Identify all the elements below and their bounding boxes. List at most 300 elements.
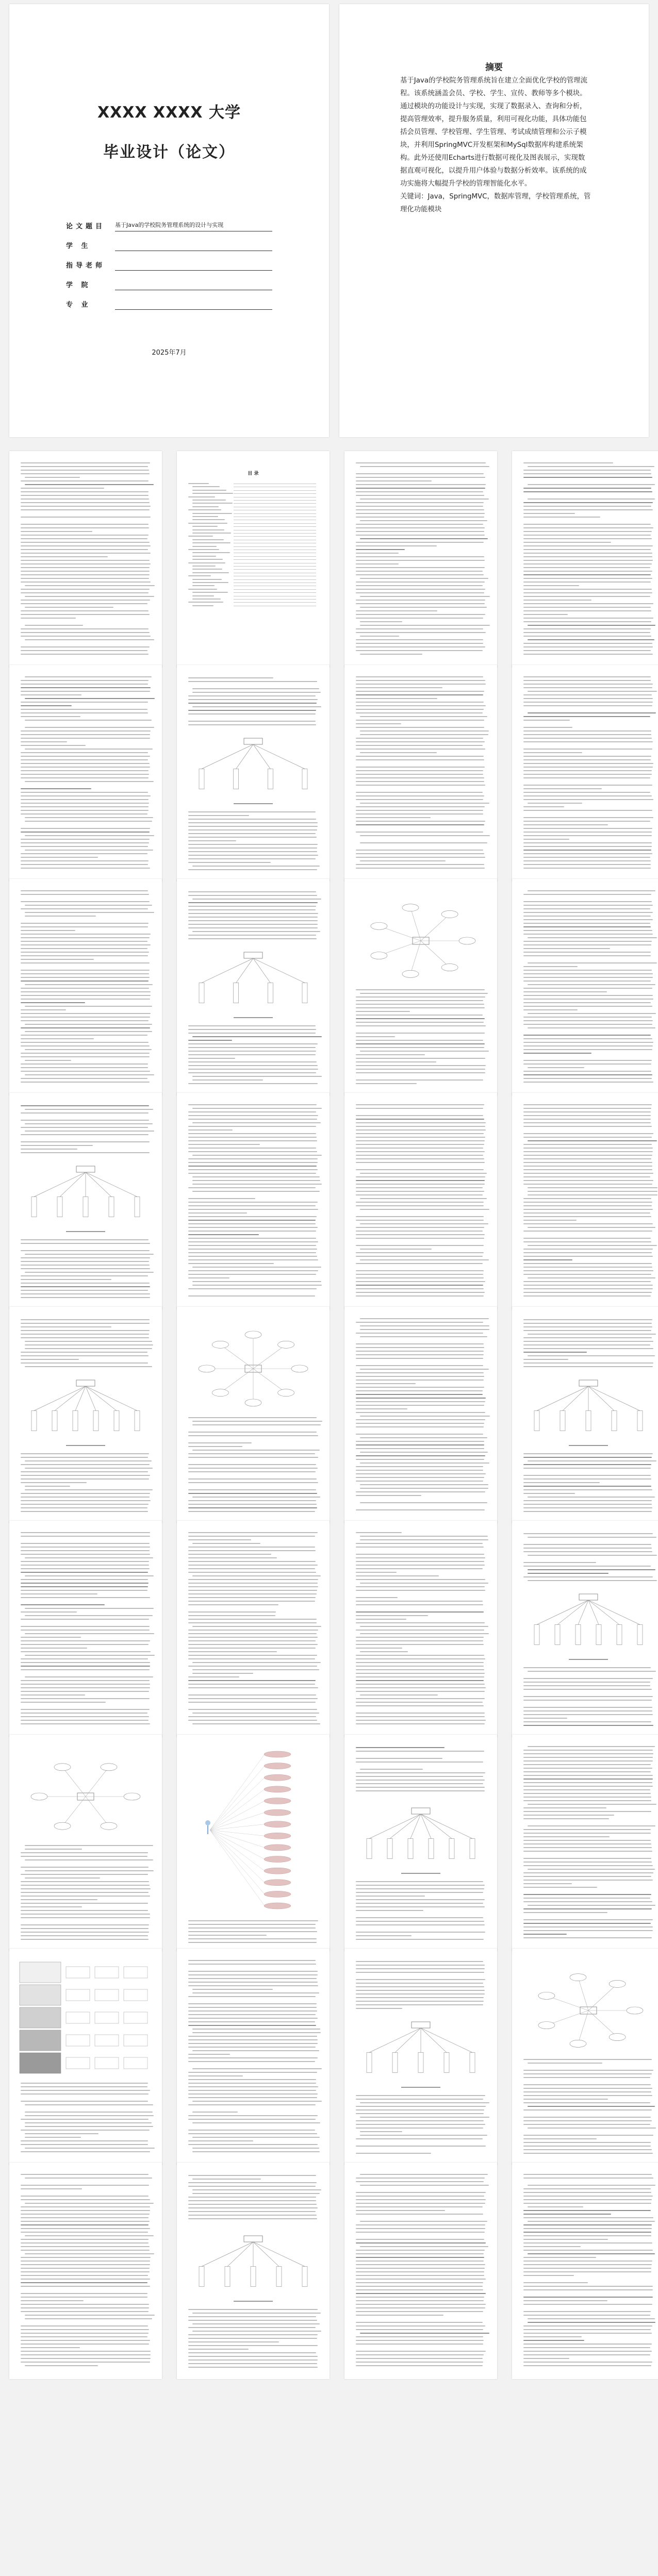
- diagram-edge: [578, 1600, 588, 1625]
- text-line: [528, 803, 582, 804]
- text-line: [356, 1245, 484, 1246]
- diagram-edge: [253, 958, 305, 983]
- text-line: [25, 1633, 154, 1634]
- text-line: [523, 1274, 651, 1275]
- text-line: [21, 2325, 148, 2326]
- text-line: [523, 2358, 569, 2359]
- text-line: [188, 851, 317, 852]
- text-line: [523, 716, 650, 717]
- text-line: [356, 1586, 485, 1587]
- text-line: [21, 2333, 149, 2334]
- text-line: [21, 1497, 150, 1498]
- text-line: [360, 1051, 489, 1052]
- text-line: [360, 842, 487, 843]
- text-line: [523, 792, 650, 793]
- text-line: [360, 1769, 423, 1770]
- text-line: [523, 912, 653, 913]
- text-line: [523, 2365, 651, 2366]
- text-line: [192, 2068, 322, 2069]
- text-line: [188, 1536, 315, 1537]
- text-line: [356, 2365, 483, 2366]
- text-line: [356, 2268, 485, 2269]
- text-line: [356, 1772, 485, 1773]
- architecture-layer: [20, 2030, 61, 2051]
- text-line: [21, 2282, 147, 2283]
- text-line: [21, 1687, 150, 1688]
- text-line: [21, 1611, 77, 1613]
- text-line: [21, 610, 149, 611]
- text-line: [523, 2135, 653, 2136]
- text-line: [356, 1455, 485, 1456]
- attribute-node: [570, 2040, 586, 2047]
- text-line: [188, 1417, 317, 1418]
- text-line: [21, 1045, 150, 1046]
- text-line: [21, 1141, 150, 1142]
- diagram-figure: [512, 1374, 658, 1441]
- text-line: [360, 730, 489, 732]
- text-line: [356, 1932, 485, 1933]
- text-line: [188, 2144, 318, 2145]
- text-line: [523, 603, 653, 604]
- text-line: [356, 542, 484, 543]
- text-line: [523, 919, 653, 920]
- field-row-college: [66, 279, 272, 292]
- text-line: [523, 730, 651, 732]
- text-line: [21, 1112, 149, 1114]
- text-line: [523, 1843, 651, 1844]
- text-line: [356, 1065, 486, 1066]
- text-line: [188, 1924, 316, 1925]
- text-line: [21, 1453, 149, 1454]
- text-line: [356, 1751, 484, 1752]
- text-line: [523, 2315, 650, 2316]
- text-line: [523, 1685, 650, 1686]
- text-line: [523, 752, 582, 753]
- diagram-figure: [512, 1588, 658, 1655]
- text-line: [356, 1466, 483, 1467]
- text-line: [523, 1344, 650, 1345]
- text-line: [25, 1557, 153, 1558]
- text-line: [188, 2182, 317, 2183]
- text-line: [356, 2289, 483, 2290]
- text-line: [21, 691, 150, 692]
- text-line: [356, 1601, 483, 1602]
- text-line: [21, 846, 148, 847]
- text-line: [356, 1687, 486, 1688]
- text-line: [188, 1554, 271, 1555]
- text-line: [188, 1115, 318, 1116]
- text-line: [523, 1544, 651, 1545]
- text-line: [523, 1937, 652, 1938]
- text-line: [356, 1191, 484, 1192]
- text-line: [356, 792, 483, 793]
- toc-entry: [192, 490, 226, 491]
- text-line: [188, 1468, 318, 1469]
- text-line: [188, 1169, 318, 1170]
- text-line: [523, 2084, 651, 2085]
- text-line: [356, 527, 485, 528]
- text-line: [188, 855, 318, 856]
- text-line: [356, 810, 483, 811]
- text-line: [523, 1764, 651, 1765]
- text-line: [188, 1040, 232, 1041]
- cover-page: [9, 4, 329, 437]
- toc-entry: [188, 496, 215, 497]
- text-line: [523, 1700, 652, 1701]
- thesis-page-thumbnail: [9, 1307, 162, 1523]
- text-line: [523, 1288, 653, 1289]
- diagram-node: [637, 1625, 643, 1645]
- text-line: [523, 1241, 651, 1242]
- text-line: [356, 2106, 486, 2107]
- use-case-node: [264, 1786, 291, 1792]
- text-line: [523, 2228, 652, 2229]
- text-line: [523, 868, 651, 869]
- text-line: [192, 2313, 321, 2314]
- text-line: [356, 571, 483, 572]
- diagram-edge: [86, 1797, 109, 1826]
- text-line: [21, 1532, 150, 1533]
- text-line: [356, 2192, 486, 2193]
- text-line: [21, 1500, 151, 1501]
- text-line: [188, 1270, 318, 1271]
- text-line: [188, 938, 317, 939]
- text-line: [356, 1892, 483, 1893]
- text-line: [523, 585, 579, 586]
- text-line: [356, 1575, 439, 1576]
- text-line: [188, 2211, 316, 2212]
- text-line: [528, 1746, 655, 1747]
- text-line: [356, 1910, 423, 1911]
- text-line: [523, 1144, 652, 1145]
- diagram-edge: [220, 1369, 253, 1393]
- text-line: [21, 832, 150, 833]
- text-line: [25, 912, 154, 913]
- text-line: [356, 2282, 483, 2283]
- text-line: [21, 952, 149, 953]
- text-line: [523, 527, 653, 528]
- text-line: [356, 563, 399, 564]
- text-line: [523, 549, 651, 550]
- text-line: [21, 2086, 147, 2087]
- text-line: [360, 625, 490, 626]
- text-line: [356, 1509, 485, 1510]
- text-line: [523, 1002, 651, 1003]
- text-line: [360, 654, 422, 655]
- text-line: [188, 1985, 318, 1986]
- text-line: [356, 618, 483, 619]
- text-line: [523, 1176, 650, 1177]
- text-line: [21, 509, 150, 510]
- text-line: [21, 1063, 148, 1065]
- text-line: [523, 2120, 652, 2121]
- use-case-figure: [177, 1745, 330, 1915]
- text-line: [356, 2286, 483, 2287]
- text-line: [356, 1292, 485, 1293]
- text-line: [21, 684, 148, 685]
- text-line: [21, 2271, 150, 2272]
- text-line: [21, 1352, 147, 1353]
- text-line: [188, 2175, 316, 2176]
- text-line: [21, 1630, 150, 1631]
- text-line: [188, 2043, 318, 2044]
- text-line: [356, 702, 484, 703]
- text-line: [523, 795, 652, 796]
- text-line: [356, 1713, 485, 1714]
- text-line: [192, 2179, 261, 2180]
- text-line: [188, 2316, 316, 2317]
- text-line: [188, 1504, 317, 1505]
- text-line: [21, 745, 86, 746]
- text-line: [21, 1120, 149, 1121]
- text-line: [25, 1676, 153, 1677]
- text-line: [188, 906, 316, 907]
- text-line: [188, 713, 316, 714]
- toc-entry: [192, 579, 222, 580]
- text-line: [25, 1877, 100, 1879]
- text-line: [188, 2025, 316, 2026]
- text-line: [528, 1187, 657, 1188]
- thesis-page-thumbnail: [512, 1735, 658, 1951]
- architecture-layer: [20, 1962, 61, 1983]
- diagram-node: [93, 1411, 98, 1431]
- text-line: [356, 535, 485, 536]
- text-line: [25, 1272, 154, 1273]
- text-line: [188, 1212, 247, 1214]
- text-line: [192, 1421, 322, 1422]
- attribute-node: [371, 952, 387, 959]
- thesis-page-thumbnail: [344, 1093, 497, 1309]
- text-line: [21, 1583, 149, 1584]
- text-line: [192, 931, 320, 932]
- text-line: [188, 2186, 316, 2187]
- text-line: [188, 1151, 317, 1152]
- text-line: [188, 2207, 318, 2208]
- text-line: [356, 1220, 484, 1221]
- text-line: [21, 1648, 87, 1649]
- text-line: [188, 1478, 317, 1480]
- diagram-node: [392, 2053, 398, 2073]
- diagram-figure: [9, 1160, 162, 1227]
- text-line: [523, 1919, 653, 1920]
- text-line: [356, 2228, 485, 2229]
- text-line: [523, 948, 610, 949]
- attribute-node: [245, 1399, 261, 1406]
- text-line: [188, 833, 316, 834]
- text-line: [528, 1227, 655, 1228]
- attribute-node: [570, 1974, 586, 1981]
- text-line: [356, 1972, 484, 1973]
- text-line: [523, 2239, 608, 2240]
- text-line: [188, 1187, 316, 1188]
- text-line: [21, 770, 149, 771]
- text-line: [188, 1220, 316, 1221]
- text-line: [356, 1896, 425, 1897]
- thesis-page-thumbnail: [512, 879, 658, 1095]
- text-line: [523, 621, 651, 622]
- field-label: 指导老师: [66, 262, 106, 270]
- figure-caption: [401, 1873, 440, 1874]
- text-line: [356, 684, 486, 685]
- text-line: [192, 1267, 321, 1268]
- text-line: [356, 1231, 483, 1232]
- text-line: [356, 1917, 483, 1918]
- text-line: [192, 1176, 320, 1177]
- text-line: [356, 2257, 484, 2258]
- text-line: [192, 2112, 238, 2113]
- text-line: [528, 2253, 655, 2254]
- text-line: [188, 724, 316, 725]
- text-line: [360, 993, 488, 994]
- text-line: [188, 681, 317, 682]
- text-line: [21, 1507, 147, 1508]
- text-line: [528, 1460, 656, 1461]
- text-line: [21, 1640, 150, 1641]
- diagram-edge: [253, 958, 270, 983]
- text-line: [188, 1648, 316, 1649]
- text-line: [188, 1590, 317, 1591]
- text-line: [188, 920, 318, 921]
- text-line: [523, 785, 652, 786]
- text-line: [528, 1355, 655, 1356]
- text-line: [21, 955, 148, 956]
- text-line: [528, 2221, 655, 2222]
- text-line: [192, 1079, 263, 1081]
- text-line: [523, 1482, 600, 1483]
- text-line: [360, 1488, 488, 1489]
- figure-caption: [66, 1445, 105, 1446]
- text-line: [523, 1753, 653, 1754]
- text-line: [21, 2196, 149, 2197]
- text-line: [356, 868, 485, 869]
- text-line: [356, 1365, 483, 1366]
- text-line: [523, 1281, 651, 1282]
- text-line: [21, 795, 151, 796]
- text-line: [356, 506, 483, 507]
- text-line: [356, 473, 484, 474]
- text-line: [21, 2340, 150, 2341]
- text-line: [21, 1939, 149, 1940]
- text-line: [523, 1725, 653, 1726]
- text-line: [356, 1033, 485, 1034]
- text-line: [21, 1852, 148, 1853]
- text-line: [21, 2300, 84, 2301]
- text-line: [523, 970, 652, 971]
- text-line: [356, 1676, 484, 1677]
- text-line: [188, 1651, 277, 1652]
- attribute-node: [609, 2034, 626, 2041]
- text-line: [356, 1495, 421, 1496]
- text-line: [21, 970, 150, 971]
- text-line: [21, 1593, 97, 1594]
- text-line: [356, 1270, 484, 1271]
- text-line: [356, 610, 437, 611]
- diagram-edge: [253, 1344, 286, 1369]
- text-line: [21, 2354, 151, 2355]
- text-line: [25, 1006, 152, 1007]
- text-line: [21, 2293, 147, 2294]
- text-line: [188, 1216, 317, 1217]
- text-line: [21, 2214, 150, 2215]
- abstract-keywords: 关键词：Java，SpringMVC，数据库管理，学校管理系统，管理化功能模块: [400, 193, 591, 213]
- text-line: [21, 589, 150, 590]
- abstract-title: 摘要: [485, 62, 503, 73]
- text-line: [523, 1548, 652, 1549]
- text-line: [21, 1586, 148, 1587]
- text-line: [523, 1180, 653, 1181]
- text-line: [356, 1162, 485, 1163]
- text-line: [192, 706, 321, 707]
- attribute-node: [402, 904, 419, 911]
- text-line: [356, 2004, 483, 2005]
- text-line: [21, 1286, 150, 1287]
- text-line: [188, 1676, 239, 1677]
- text-line: [21, 1874, 148, 1875]
- text-line: [523, 1779, 653, 1780]
- diagram-figure: [177, 732, 330, 799]
- text-line: [356, 1426, 484, 1427]
- text-line: [21, 1554, 150, 1555]
- text-line: [356, 2203, 485, 2204]
- text-line: [356, 857, 485, 858]
- text-line: [188, 2197, 316, 2198]
- text-line: [523, 1793, 651, 1794]
- text-line: [21, 1536, 150, 1537]
- text-line: [523, 1155, 652, 1156]
- text-line: [523, 1362, 653, 1364]
- architecture-layer: [20, 1985, 61, 2005]
- text-line: [360, 2135, 487, 2136]
- text-line: [528, 2206, 583, 2207]
- text-line: [188, 2352, 316, 2353]
- text-line: [188, 1572, 316, 1573]
- text-line: [25, 1870, 154, 1871]
- text-line: [523, 680, 651, 681]
- text-line: [188, 815, 249, 816]
- text-line: [523, 687, 652, 688]
- text-line: [21, 1265, 150, 1266]
- text-line: [356, 1061, 436, 1062]
- text-line: [188, 2334, 318, 2335]
- text-line: [25, 2115, 154, 2116]
- text-line: [356, 687, 442, 688]
- text-line: [523, 2224, 652, 2225]
- text-line: [523, 491, 652, 492]
- diagram-edge: [588, 2010, 617, 2037]
- text-line: [21, 1042, 149, 1043]
- text-line: [192, 692, 321, 693]
- text-line: [192, 866, 320, 867]
- text-line: [523, 821, 650, 822]
- diagram-edge: [421, 941, 450, 968]
- text-line: [356, 705, 486, 706]
- attribute-node: [538, 1992, 555, 1999]
- text-line: [25, 2133, 98, 2134]
- text-line: [356, 1419, 485, 1420]
- text-line: [356, 2293, 486, 2294]
- text-line: [360, 2131, 402, 2132]
- diagram-node: [199, 2267, 204, 2287]
- toc-entry: [192, 546, 217, 547]
- text-line: [356, 680, 485, 681]
- text-line: [188, 2093, 318, 2095]
- text-line: [192, 2151, 320, 2152]
- text-line: [21, 941, 147, 942]
- text-line: [188, 1565, 318, 1566]
- text-line: [188, 1133, 316, 1134]
- text-line: [21, 2311, 149, 2312]
- text-line: [356, 2120, 484, 2121]
